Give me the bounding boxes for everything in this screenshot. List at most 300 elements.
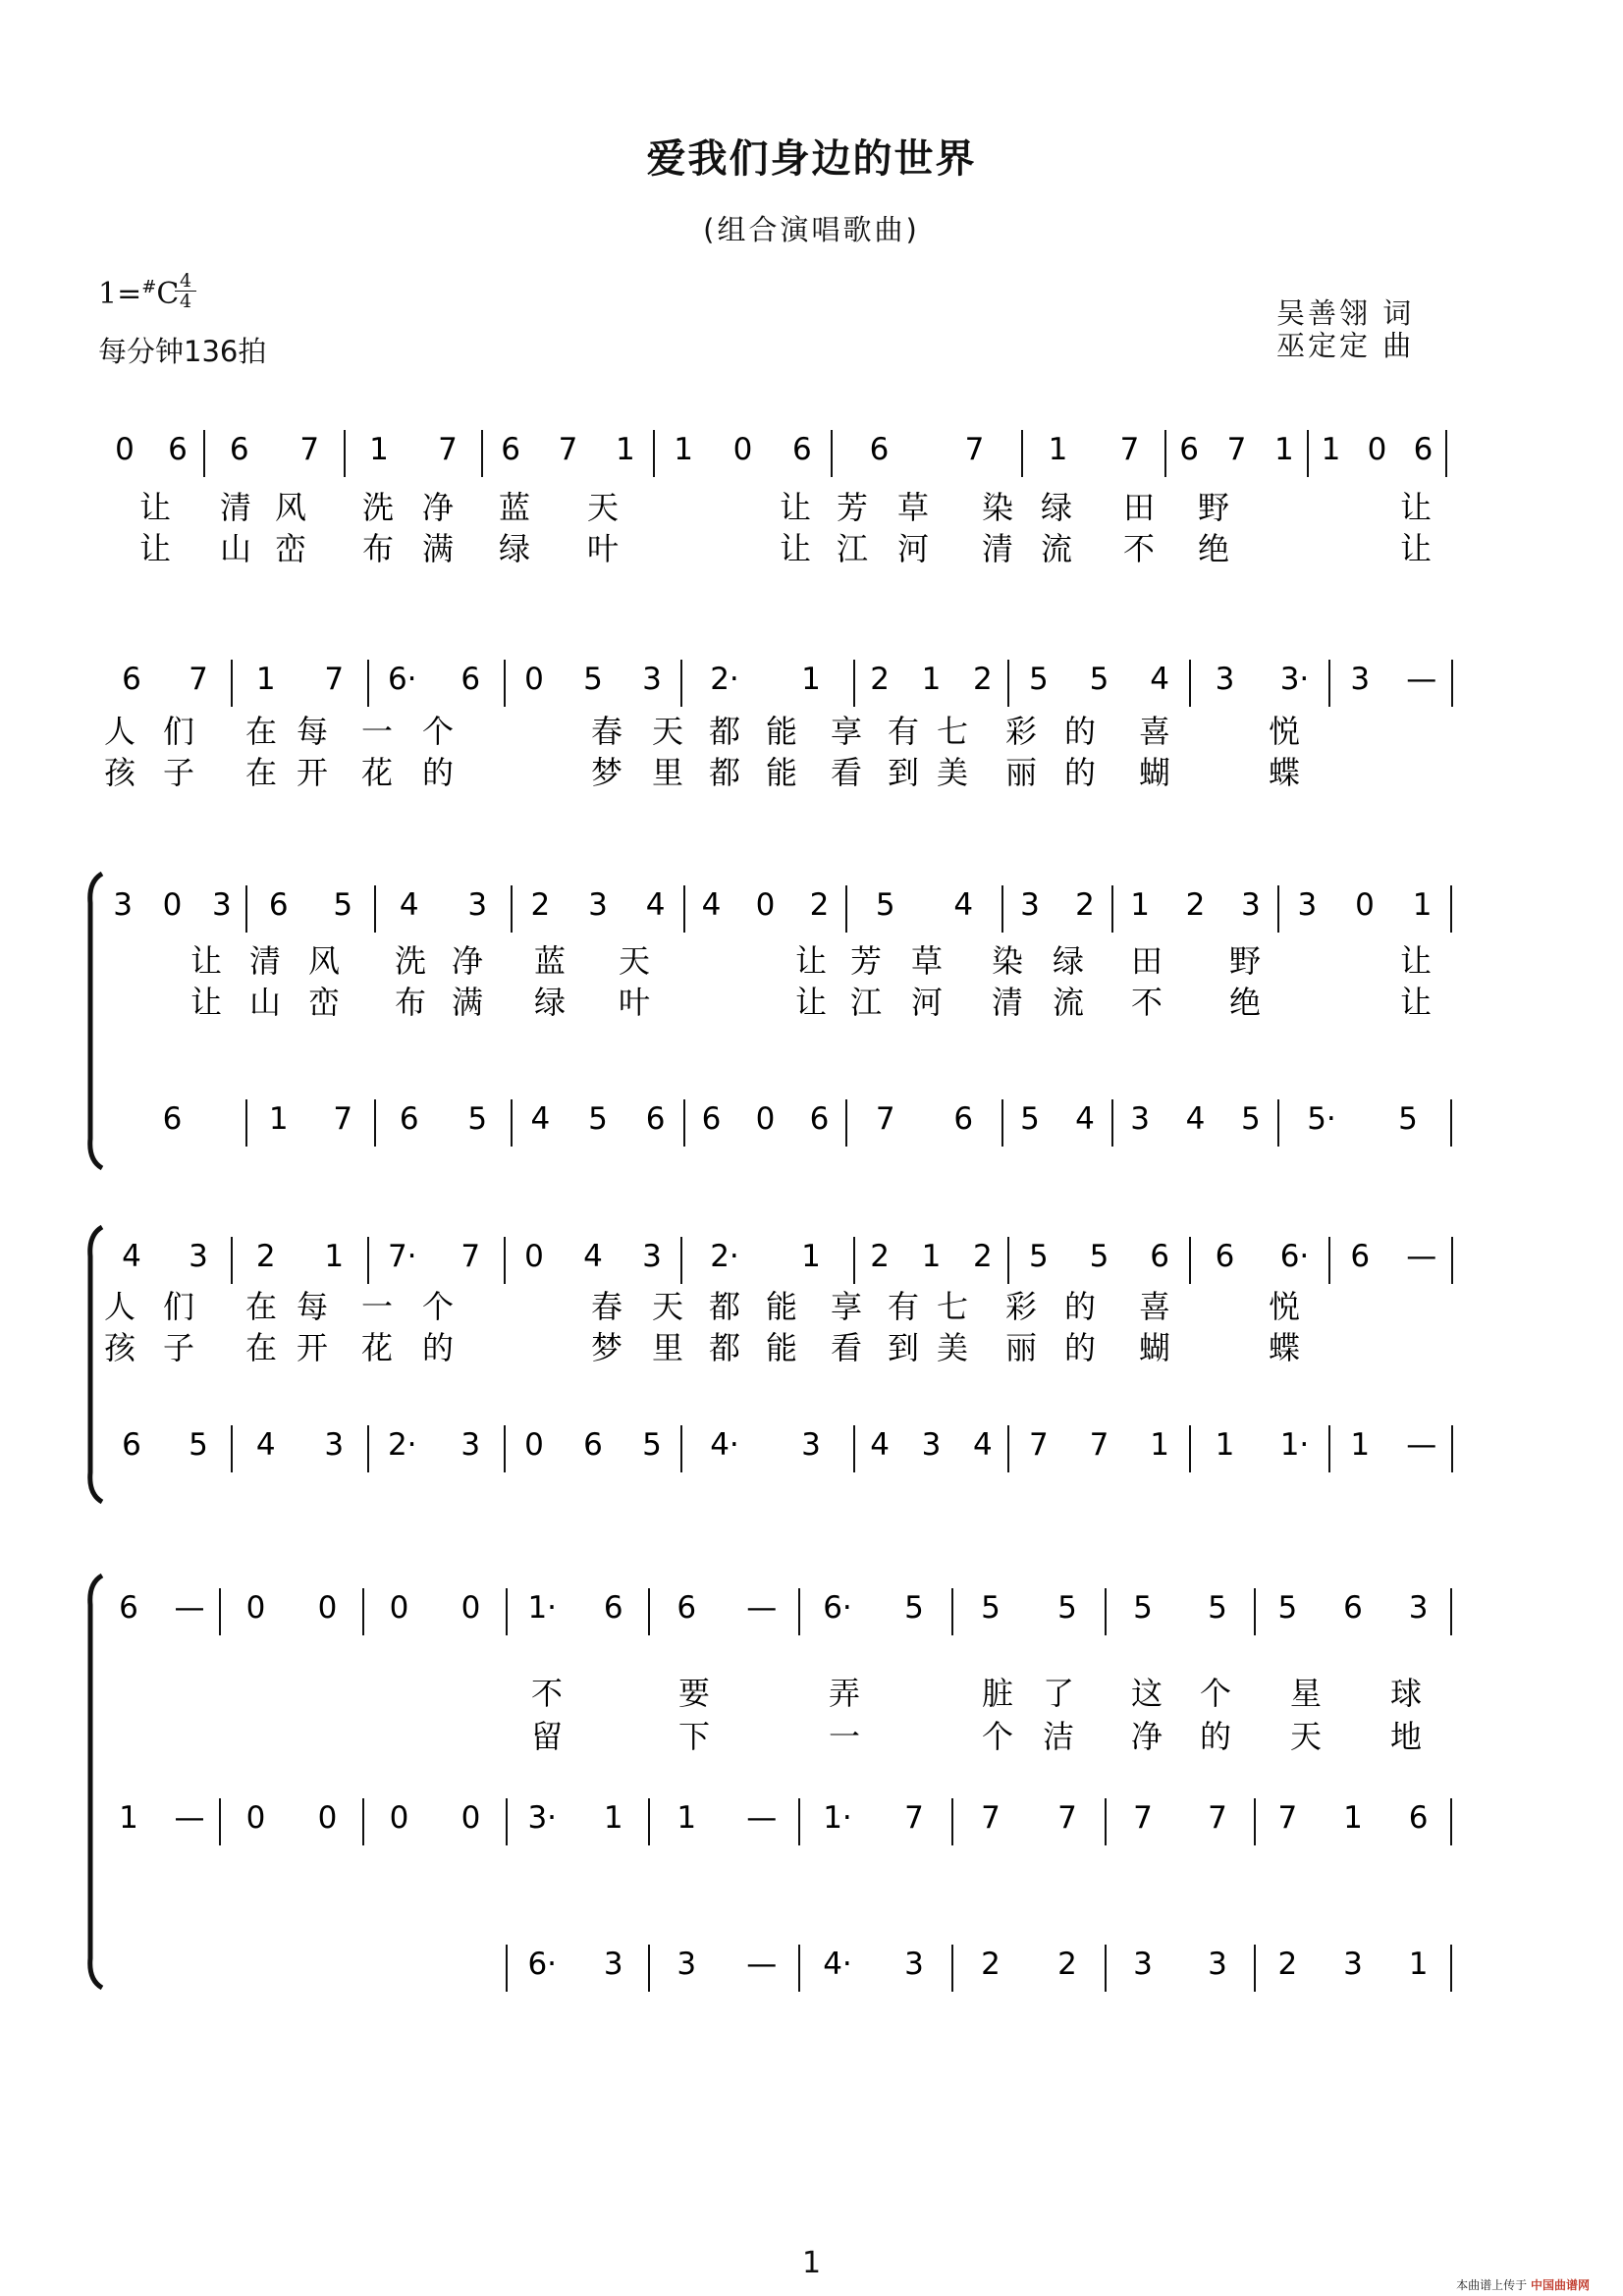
lyric-char: 悦 (1268, 713, 1301, 750)
note: 3 (1133, 1947, 1153, 1982)
note: 1 (674, 432, 694, 467)
note: 5 (875, 887, 895, 923)
note: 3 (1240, 887, 1261, 923)
note: 4 (972, 1427, 993, 1463)
note: 3 (460, 1427, 481, 1463)
lyric-char: 花 (360, 1329, 394, 1366)
lyric-char: 让 (1399, 984, 1433, 1021)
bracket (90, 874, 102, 1168)
note: 6 (701, 1101, 722, 1137)
lyric-char: 能 (765, 713, 798, 750)
lyric-char: 让 (779, 489, 812, 526)
lyric-char: 风 (274, 489, 307, 526)
lyric-char: 星 (1289, 1675, 1323, 1712)
lyric-char: 喜 (1138, 1288, 1171, 1325)
note: 3 (1020, 887, 1040, 923)
note: 6 (1413, 432, 1434, 467)
note: 2 (981, 1947, 1001, 1982)
note: 6 (268, 887, 289, 923)
note: 1· (823, 1800, 852, 1836)
note: 5 (1133, 1590, 1153, 1626)
lyric-char: 野 (1228, 942, 1262, 980)
lyric-char: 天 (586, 489, 620, 526)
lyric-char: 要 (677, 1675, 711, 1712)
note: 2 (1075, 887, 1095, 923)
lyric-char: 让 (138, 530, 172, 567)
note: 6· (1279, 1239, 1310, 1274)
note: 4 (701, 887, 722, 923)
lyric-char: 叶 (586, 530, 620, 567)
note: 5 (1208, 1590, 1227, 1626)
lyric-char: 布 (394, 984, 427, 1021)
note: 7 (1119, 432, 1140, 467)
note: 1 (268, 1101, 289, 1137)
bracket (90, 1227, 102, 1502)
note: 7 (558, 432, 578, 467)
note: 2· (387, 1427, 417, 1463)
note: 3 (904, 1947, 924, 1982)
note: 6 (501, 432, 521, 467)
lyric-char: 脏 (981, 1675, 1014, 1712)
note: 4 (530, 1101, 551, 1137)
lyric-char: 洁 (1042, 1718, 1075, 1755)
lyric-char: 都 (708, 713, 741, 750)
note: 7 (460, 1239, 481, 1274)
note: 6 (603, 1590, 623, 1626)
note: 3 (676, 1947, 697, 1982)
note: 3 (642, 1239, 662, 1274)
lyric-char: 河 (896, 530, 930, 567)
note: 5 (1398, 1101, 1418, 1137)
note: 3 (189, 1239, 208, 1274)
note: 7 (1057, 1800, 1077, 1836)
lyric-char: 能 (765, 754, 798, 791)
lyric-char: 都 (708, 1329, 741, 1366)
note: 7 (875, 1101, 895, 1137)
note: 5 (1089, 662, 1109, 697)
lyric-char: 们 (162, 713, 195, 750)
note: 1 (1350, 1427, 1371, 1463)
lyric-char: 春 (590, 713, 623, 750)
note: 2 (870, 1239, 891, 1274)
lyric-char: 让 (189, 984, 223, 1021)
note: 5 (981, 1590, 1001, 1626)
time-denominator: 4 (175, 291, 196, 311)
lyric-char: 让 (1399, 489, 1433, 526)
note: 7 (189, 662, 208, 697)
note: 5 (1089, 1239, 1109, 1274)
note: 0 (755, 1101, 776, 1137)
lyric-char: 峦 (307, 984, 341, 1021)
lyric-char: 彩 (1004, 713, 1038, 750)
lyric-char: 能 (765, 1288, 798, 1325)
lyric-char: 满 (421, 530, 455, 567)
note: 5 (583, 662, 603, 697)
lyric-char: 蓝 (533, 942, 567, 980)
note: 1 (921, 662, 942, 697)
lyric-char: 地 (1389, 1718, 1423, 1755)
note: 3 (588, 887, 608, 923)
note: 0 (755, 887, 776, 923)
lyric-char: 洗 (361, 489, 395, 526)
lyric-char: 芳 (849, 942, 883, 980)
note: 6 (1150, 1239, 1170, 1274)
note: 7 (1089, 1427, 1109, 1463)
time-numerator: 4 (179, 270, 192, 292)
lyric-char: 天 (1289, 1718, 1323, 1755)
lyric-char: 享 (830, 713, 863, 750)
note: 6 (168, 432, 188, 467)
lyric-char: 田 (1130, 942, 1163, 980)
lyric-char: 山 (219, 530, 252, 567)
lyric-char: 一 (360, 713, 394, 750)
note: 7 (964, 432, 985, 467)
lyric-char: 享 (830, 1288, 863, 1325)
note: — (174, 1590, 205, 1626)
lyric-char: 绿 (1040, 489, 1073, 526)
note: 6 (122, 662, 141, 697)
note: 6 (460, 662, 481, 697)
lyric-char: 净 (451, 942, 484, 980)
note: 7 (299, 432, 320, 467)
note: 6 (791, 432, 812, 467)
lyric-char: 让 (189, 942, 223, 980)
lyric-char: 野 (1197, 489, 1230, 526)
note: 5 (189, 1427, 208, 1463)
lyric-char: 的 (1063, 754, 1097, 791)
note: 7 (981, 1800, 1001, 1836)
lyric-char: 美 (936, 1329, 969, 1366)
note: 1 (615, 432, 635, 467)
note: 3 (324, 1427, 345, 1463)
note: 5 (904, 1590, 924, 1626)
note: 4 (399, 887, 419, 923)
lyric-char: 子 (162, 754, 195, 791)
lyric-char: 蝶 (1268, 754, 1301, 791)
lyric-char: 染 (981, 489, 1014, 526)
lyric-char: 绝 (1197, 530, 1230, 567)
note: 3 (603, 1947, 623, 1982)
note: — (174, 1800, 205, 1836)
note: 4 (255, 1427, 276, 1463)
lyric-char: 风 (307, 942, 341, 980)
note: 1 (1343, 1800, 1363, 1836)
note: 4· (823, 1947, 852, 1982)
lyric-char: 美 (936, 754, 969, 791)
note: 0 (245, 1590, 266, 1626)
lyric-char: 净 (421, 489, 455, 526)
note: 4 (583, 1239, 603, 1274)
note: 2 (1185, 887, 1206, 923)
note: 5 (1028, 1239, 1049, 1274)
note: 6 (122, 1427, 141, 1463)
lyric-char: 蓝 (498, 489, 531, 526)
lyric-char: 里 (651, 754, 684, 791)
lyric-char: 悦 (1268, 1288, 1301, 1325)
note: 0 (460, 1590, 481, 1626)
lyric-char: 梦 (590, 754, 623, 791)
note: 2 (972, 662, 993, 697)
lyricist-credit: 吴善翎 词 (1276, 296, 1415, 330)
lyric-char: 在 (244, 1288, 278, 1325)
lyric-char: 人 (103, 1288, 136, 1325)
lyric-char: 看 (830, 754, 863, 791)
lyric-char: 江 (836, 530, 869, 567)
note: 0 (115, 432, 135, 467)
note: 2 (530, 887, 551, 923)
note: 1 (1321, 432, 1341, 467)
lyric-char: 个 (1199, 1675, 1232, 1712)
lyric-char: 山 (248, 984, 282, 1021)
note: — (1406, 1427, 1437, 1463)
lyric-char: 彩 (1004, 1288, 1038, 1325)
lyric-char: 都 (708, 754, 741, 791)
lyric-char: 一 (360, 1288, 394, 1325)
lyric-char: 有 (887, 713, 920, 750)
note: 1 (1150, 1427, 1170, 1463)
lyric-char: 让 (779, 530, 812, 567)
note: 0 (317, 1800, 338, 1836)
key-prefix: 1= (98, 277, 142, 311)
note: 6 (399, 1101, 419, 1137)
note: 0 (389, 1590, 409, 1626)
lyric-char: 七 (936, 1288, 969, 1325)
lyric-char: 流 (1040, 530, 1073, 567)
tempo-marking: 每分钟136拍 (98, 335, 267, 368)
note: 6 (1179, 432, 1200, 467)
lyric-char: 每 (296, 713, 329, 750)
footer-text: 本曲谱上传于 (1456, 2278, 1528, 2292)
note: 1 (255, 662, 276, 697)
lyric-char: 布 (361, 530, 395, 567)
lyric-char: 的 (1063, 713, 1097, 750)
lyric-char: 让 (794, 942, 828, 980)
note: 6 (1343, 1590, 1363, 1626)
lyric-char: 能 (765, 1329, 798, 1366)
lyric-char: 蝶 (1268, 1329, 1301, 1366)
note: 6 (119, 1590, 138, 1626)
note: 4 (122, 1239, 141, 1274)
note: 1 (603, 1800, 623, 1836)
lyric-char: 让 (1399, 942, 1433, 980)
song-subtitle: (组合演唱歌曲) (703, 213, 920, 246)
note: 7 (904, 1800, 924, 1836)
song-title: 爱我们身边的世界 (646, 136, 977, 182)
note: 0 (389, 1800, 409, 1836)
upload-footer (1456, 2276, 1590, 2293)
note: 2· (710, 1239, 739, 1274)
note: 3· (527, 1800, 558, 1836)
lyric-char: 绝 (1228, 984, 1262, 1021)
lyric-char: 在 (244, 713, 278, 750)
note: 0 (524, 1427, 544, 1463)
lyric-char: 蝴 (1138, 754, 1171, 791)
lyric-char: 叶 (618, 984, 651, 1021)
note: 1 (921, 1239, 942, 1274)
note: 4· (710, 1427, 739, 1463)
lyric-char: 清 (991, 984, 1024, 1021)
note: 6 (1350, 1239, 1371, 1274)
note: 3 (801, 1427, 821, 1463)
note: 3 (467, 887, 488, 923)
lyric-char: 峦 (274, 530, 307, 567)
note: 2 (972, 1239, 993, 1274)
lyric-char: 都 (708, 1288, 741, 1325)
note: 3 (1343, 1947, 1363, 1982)
note: 1 (1273, 432, 1294, 467)
lyric-char: 子 (162, 1329, 195, 1366)
note: 7· (387, 1239, 417, 1274)
lyric-char: 芳 (836, 489, 869, 526)
lyric-char: 人 (103, 713, 136, 750)
note: 3· (1279, 662, 1310, 697)
lyric-char: 到 (887, 1329, 920, 1366)
note: 7 (1028, 1427, 1049, 1463)
note: 1 (1215, 1427, 1235, 1463)
lyric-char: 里 (651, 1329, 684, 1366)
note: 5 (1277, 1590, 1298, 1626)
lyric-char: 一 (828, 1718, 861, 1755)
note: 3 (642, 662, 662, 697)
note: 7 (1226, 432, 1247, 467)
bracket (90, 1575, 102, 1988)
note: 1 (1408, 1947, 1429, 1982)
note: 7 (1208, 1800, 1227, 1836)
note: 7 (333, 1101, 353, 1137)
sharp-sign: # (141, 277, 157, 297)
lyric-char: 看 (830, 1329, 863, 1366)
lyric-char: 在 (244, 754, 278, 791)
note: 1 (676, 1800, 697, 1836)
lyric-char: 每 (296, 1288, 329, 1325)
lyric-char: 天 (618, 942, 651, 980)
lyric-char: 绿 (498, 530, 531, 567)
lyric-char: 个 (981, 1718, 1014, 1755)
note: 4 (1185, 1101, 1206, 1137)
lyric-char: 七 (936, 713, 969, 750)
note: 1 (119, 1800, 138, 1836)
note: 6 (869, 432, 890, 467)
note: 3 (1215, 662, 1235, 697)
note: 3 (113, 887, 134, 923)
lyric-char: 喜 (1138, 713, 1171, 750)
lyric-char: 天 (651, 1288, 684, 1325)
note: 7 (324, 662, 345, 697)
note: 7 (1277, 1800, 1298, 1836)
note: 5 (1020, 1101, 1040, 1137)
note: 0 (524, 662, 544, 697)
note: 2 (870, 662, 891, 697)
note: 1 (1412, 887, 1433, 923)
lyric-char: 净 (1130, 1718, 1163, 1755)
lyric-char: 蝴 (1138, 1329, 1171, 1366)
note: — (1406, 662, 1437, 697)
note: 6 (1215, 1239, 1235, 1274)
note: 6 (676, 1590, 697, 1626)
lyric-char: 个 (421, 713, 455, 750)
lyric-char: 让 (138, 489, 172, 526)
note: 4 (953, 887, 974, 923)
note: 1 (801, 662, 821, 697)
note: 1 (324, 1239, 345, 1274)
note: 6 (229, 432, 249, 467)
note: 3 (1208, 1947, 1227, 1982)
note: 3 (1350, 662, 1371, 697)
note: 5 (1057, 1590, 1077, 1626)
lyric-char: 染 (991, 942, 1024, 980)
note: 0 (317, 1590, 338, 1626)
lyric-char: 的 (421, 1329, 455, 1366)
lyric-char: 丽 (1004, 1329, 1038, 1366)
note: 2 (255, 1239, 276, 1274)
lyric-char: 绿 (533, 984, 567, 1021)
note: 2 (1057, 1947, 1077, 1982)
note: 4 (645, 887, 666, 923)
lyric-char: 不 (530, 1675, 564, 1712)
lyric-char: 了 (1042, 1675, 1075, 1712)
lyric-char: 孩 (103, 754, 136, 791)
note: 5 (1240, 1101, 1261, 1137)
lyric-char: 弄 (828, 1675, 861, 1712)
note: 0 (732, 432, 753, 467)
note: 7 (438, 432, 458, 467)
lyric-char: 让 (1399, 530, 1433, 567)
note: 2 (1277, 1947, 1298, 1982)
lyric-char: 草 (896, 489, 930, 526)
note: — (746, 1800, 778, 1836)
lyric-char: 满 (451, 984, 484, 1021)
lyric-char: 开 (296, 1329, 329, 1366)
note: 6 (809, 1101, 830, 1137)
note: 5 (642, 1427, 662, 1463)
note: 5 (588, 1101, 608, 1137)
note: 1· (527, 1590, 558, 1626)
note: 0 (162, 887, 183, 923)
note: 4 (1150, 662, 1170, 697)
lyric-char: 的 (1063, 1288, 1097, 1325)
lyric-char: 清 (219, 489, 252, 526)
lyric-char: 绿 (1052, 942, 1085, 980)
note: — (1406, 1239, 1437, 1274)
note: 3 (921, 1427, 942, 1463)
lyric-char: 草 (910, 942, 944, 980)
note: 1· (1279, 1427, 1310, 1463)
note: 6 (583, 1427, 603, 1463)
note: 3 (1297, 887, 1318, 923)
note: 0 (524, 1239, 544, 1274)
note: 0 (1367, 432, 1387, 467)
lyric-char: 江 (849, 984, 883, 1021)
lyric-char: 春 (590, 1288, 623, 1325)
note: 5· (1307, 1101, 1336, 1137)
lyric-char: 让 (794, 984, 828, 1021)
lyric-char: 丽 (1004, 754, 1038, 791)
note: 6· (527, 1947, 558, 1982)
lyric-char: 的 (1199, 1718, 1232, 1755)
lyric-char: 留 (530, 1718, 564, 1755)
lyric-char: 这 (1130, 1675, 1163, 1712)
note: 6· (823, 1590, 852, 1626)
note: 1 (801, 1239, 821, 1274)
note: 1 (1048, 432, 1068, 467)
note: 1 (1130, 887, 1151, 923)
note: 2 (809, 887, 830, 923)
lyric-char: 到 (887, 754, 920, 791)
note: 5 (467, 1101, 488, 1137)
note: 6· (387, 662, 417, 697)
note: 6 (162, 1101, 183, 1137)
note: 3 (1408, 1590, 1429, 1626)
